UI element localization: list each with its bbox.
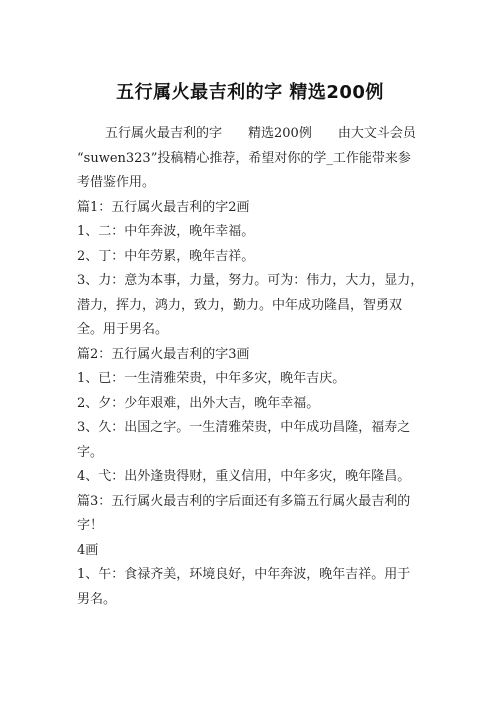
list-item: 1、已：一生清雅荣贵，中年多灾，晚年吉庆。 [77,371,346,386]
section-heading-continued: 字！ [77,518,104,533]
list-item-continued: 字。 [77,444,104,460]
list-item: 4、弋：出外逢贵得财，重义信用，中年多灾，晚年隆昌。 [77,469,411,484]
paragraph-line: 考借鉴作用。 [77,175,156,190]
document-title: 五行属火最吉利的字 精选200例 [116,82,384,103]
list-item: 1、二：中年奔波，晚年幸福。 [77,224,255,239]
section-heading: 篇2：五行属火最吉利的字3画 [77,346,250,362]
list-item: 1、午：食禄齐美，环境良好，中年奔波，晚年吉祥。用于 [77,567,411,582]
list-item-continued: 男名。 [77,591,117,607]
subsection-heading: 4画 [77,542,99,558]
list-item: 3、久：出国之字。一生清雅荣贵，中年成功昌隆，福寿之 [77,420,411,435]
list-item-continued: 潜力，挥力，鸿力，致力，勤力。中年成功隆昌，智勇双 [77,297,403,313]
list-item: 2、丁：中年劳累，晚年吉祥。 [77,248,255,264]
list-item: 2、夕：少年艰难，出外大吉，晚年幸福。 [77,395,320,411]
document-body [77,122,437,612]
section-heading: 篇1：五行属火最吉利的字2画 [77,199,250,215]
list-item: 3、力：意为本事，力量，努力。可为：伟力，大力，显力， [77,273,424,288]
list-item-continued: 全。用于男名。 [77,322,169,337]
paragraph-line: 五行属火最吉利的字 精选200例 由大文斗会员 [105,126,416,141]
paragraph-line: “suwen323”投稿精心推荐，希望对你的学_工作能带来参 [77,150,411,166]
section-heading: 篇3：五行属火最吉利的字后面还有多篇五行属火最吉利的 [77,493,411,509]
